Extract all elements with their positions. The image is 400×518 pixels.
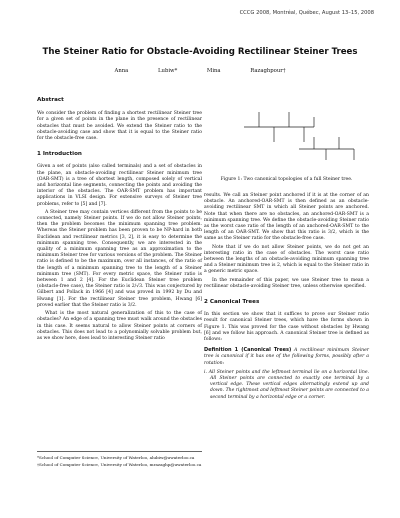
right-p3: In the remainder of this paper, we use Steiner tree to mean a rectilinear obstacle-avoiding Steiner tree, unless otherwise specified. bbox=[204, 277, 369, 289]
footnote-2: †School of Computer Science, University of Waterloo, mrazaghp@uwaterloo.ca bbox=[37, 462, 202, 468]
footnote-1: *School of Computer Science, University of Waterloo, alubiw@uwaterloo.ca bbox=[37, 455, 195, 460]
intro-p3: What is the most natural generalization of this to the case of obstacles? An edge of a spanning tree must walk around the obstacles in this case. It seems natural to allow Steiner points at corners of obstacles. This does not lead to a polynomially solvable problem but, as we show here, does lead to interesting Steiner ratio bbox=[37, 311, 202, 341]
definition-heading: Definition 1 (Canonical Trees) bbox=[204, 347, 292, 354]
intro-heading: 1 Introduction bbox=[37, 151, 82, 158]
topology-a bbox=[244, 112, 314, 142]
definition-item-1: i. All Steiner points and the leftmost terminal lie on a horizontal line. All Steiner points are connected to exactly one terminal by a vertical edge. These vertical edges alternatingly extend up and down. The rightmost and leftmost Steiner points are connected to a second terminal by a horizontal edge or a corner. bbox=[204, 369, 369, 400]
left-column bbox=[37, 97, 202, 344]
authors bbox=[0, 68, 400, 74]
author-2: Mina Razaghpour† bbox=[206, 68, 286, 74]
section-2-heading: 2 Canonical Trees bbox=[204, 299, 260, 306]
right-p1: results. We call an Steiner point anchored if it is at the corner of an obstacle. An anchored-OAR-SMT is then defined as an obstacle-avoiding rectilinear SMT in which all Steiner points are anchored. Note that when there are no obstacles, an anchored-OAR-SMT is a minimum spanning tree. We define the obstacle-avoiding Steiner ratio as the worst case ratio of the length of an anchored-OAR-SMT to the length of an OAR-SMT. We show that this ratio is 3/2, which is the same as the Steiner ratio for the obstacle-free case. bbox=[204, 193, 369, 242]
topology-b bbox=[299, 137, 354, 160]
definition-1 bbox=[204, 347, 369, 367]
running-head: CCCG 2008, Montréal, Québec, August 13–15, 2008 bbox=[239, 10, 374, 16]
author-1: Anna Lubiw* bbox=[114, 68, 178, 74]
definition-body: A rectilinear minimum Steiner tree is canonical if it has one of the following forms, possibly after a rotation: bbox=[204, 348, 369, 366]
intro-p1: Given a set of points (also called terminals) and a set of obstacles in the plane, an obstacle-avoiding rectilinear Steiner minimum tree (OAR-SMT) is a tree of shortest length, composed solely of vertical and horizontal line segments, connecting the points and avoiding the interior of the obstacles. The OAR-SMT problem has important applications in VLSI design. For extensive surveys of Steiner tree problems, refer to [5] and [7]. bbox=[37, 164, 202, 207]
abstract-heading: Abstract bbox=[37, 97, 64, 103]
right-p4: In this section we show that it suffices to prove our Steiner ratio result for canonical Steiner trees, which have the forms shown in Figure 1. This was proved for the case without obstacles by Hwang [6] and we follow his approach. A canonical Steiner tree is defined as follows: bbox=[204, 312, 369, 343]
figure-caption: Figure 1: Two canonical topologies of a full Steiner tree. bbox=[220, 177, 353, 182]
right-p2: Note that if we do not allow Steiner points, we do not get an interesting ratio in the case of obstacles. The worst case ratio between the lengths of an obstacle-avoiding minimum spanning tree and a Steiner minimum tree is 2, which is equal to the Steiner ratio in a generic metric space. bbox=[204, 244, 369, 275]
paper-title: The Steiner Ratio for Obstacle-Avoiding Rectilinear Steiner Trees bbox=[42, 47, 358, 57]
intro-p2: A Steiner tree may contain vertices different from the points to be connected, namely Steiner points. If we do not allow Steiner points, then the problem becomes the minimum spanning tree problem. Whereas the Steiner problem has been proven to be NP-hard in both Euclidean and rectilinear metrics [3, 2], it is easy to determine the minimum spanning tree. Consequently, we are interested in the quality of a minimum spanning tree as an approximation to the minimum Steiner tree for various versions of the problem. The Steiner ratio is defined to be the maximum, over all instances, of the ratio of the length of a minimum spanning tree to the length of a Steiner minimum tree (SMT). For every metric space, the Steiner ratio is between 1 and 2 [4]. For the Euclidean Steiner tree problem (obstacle-free case), the Steiner ratio is 2/√3. This was conjectured by Gilbert and Pollack in 1966 [4] and was proved in 1992 by Du and Hwang [1]. For the rectilinear Steiner tree problem, Hwang [6] proved earlier that the Steiner ratio is 3/2. bbox=[37, 209, 202, 308]
figure-1 bbox=[204, 97, 369, 167]
footnotes bbox=[37, 451, 202, 470]
abstract-text: We consider the problem of finding a shortest rectilinear Steiner tree for a given set of points in the plane in the presence of rectilinear obstacles that must be avoided. We extend the Steiner ratio to the obstacle-avoiding case and show that it is equal to the Steiner ratio for the obstacle-free case. bbox=[37, 111, 202, 142]
right-column bbox=[204, 193, 369, 403]
